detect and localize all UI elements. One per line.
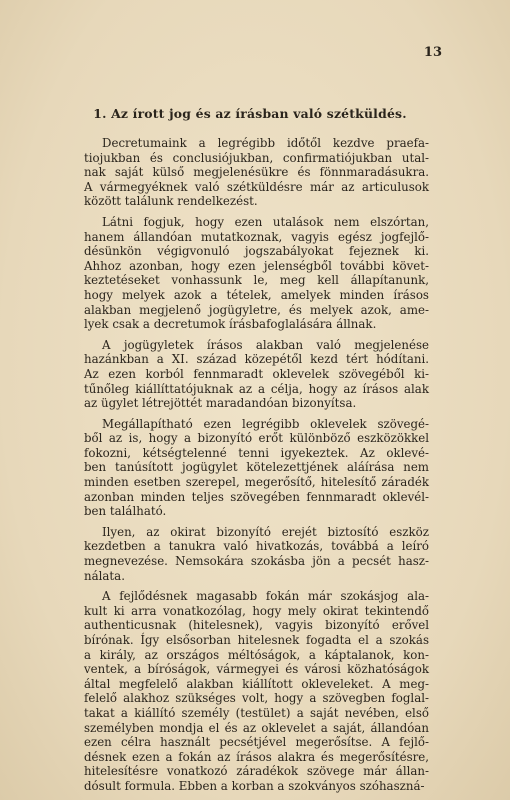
text-line: Ilyen, az okirat bizonyító erejét biztosító eszköz bbox=[102, 524, 429, 539]
text-line: a király, az országos méltóságok, a káptalanok, kon- bbox=[84, 647, 429, 662]
text-line: Ahhoz azonban, hogy ezen jelenségből további követ- bbox=[84, 258, 429, 273]
text-line: kezdetben a tanukra való hivatkozás, továbbá a leíró bbox=[84, 539, 429, 554]
text-line: Látni fogjuk, hogy ezen utalások nem elszórtan, bbox=[102, 214, 429, 229]
text-line: lyek csak a decretumok írásbafoglalására állnak. bbox=[84, 317, 377, 332]
text-line: takat a kiállító személy (testület) a saját nevében, első bbox=[84, 705, 429, 720]
paragraph bbox=[84, 136, 429, 209]
text-line: minden esetben szerepel, megerősítő, hitelesítő záradék bbox=[84, 475, 429, 490]
text-line: hanem állandóan mutatkoznak, vagyis egész jogfejlő- bbox=[84, 229, 429, 244]
text-line: ventek, a bíróságok, vármegyei és városi közhatóságok bbox=[84, 662, 429, 677]
text-line: désnek ezen a fokán az írásos alakra és megerősítésre, bbox=[84, 749, 429, 764]
page-number: 13 bbox=[423, 45, 442, 60]
text-line: tűnőleg kiállíttatójuknak az a célja, hogy az írásos alak bbox=[84, 381, 429, 396]
text-line: Decretumaink a legrégibb időtől kezdve praefa- bbox=[102, 136, 429, 150]
text-line: authenticusnak (hitelesnek), vagyis bizonyító erővel bbox=[84, 618, 429, 633]
text-line: bírónak. Így elsősorban hitelesnek fogadta el a szokás bbox=[84, 633, 429, 647]
text-line: ben található. bbox=[84, 504, 167, 519]
text-line: désünkön végigvonuló jogszabályokat fejeznek ki. bbox=[84, 244, 429, 259]
text-line: keztetéseket vonhassunk le, meg kell állapítanunk, bbox=[84, 273, 429, 288]
text-line: fokozni, kétségtelenné tenni igyekeztek. Az oklevé- bbox=[84, 445, 429, 460]
text-line: nak saját külső megjelenésükre és fönnmaradásukra. bbox=[84, 165, 429, 180]
text-line: ből az is, hogy a bizonyító erőt különböző eszközökkel bbox=[84, 431, 429, 446]
text-line: nálata. bbox=[84, 568, 125, 583]
text-line: alakban megjelenő jogügyletre, és melyek azok, ame- bbox=[84, 302, 429, 317]
text-line: hogy melyek azok a tételek, amelyek minden írásos bbox=[84, 287, 429, 302]
text-line: által megfelelő alakban kiállított okleveleket. A meg- bbox=[84, 676, 429, 691]
text-line: hazánkban a XI. század közepétől kezd tért hódítani. bbox=[84, 352, 429, 367]
text-line: Megállapítható ezen legrégibb oklevelek szövegé- bbox=[102, 416, 429, 431]
text-line: személyben mondja el és az oklevelet a saját, állandóan bbox=[84, 720, 429, 735]
text-line: felelő alakhoz szükséges volt, hogy a szövegben foglal- bbox=[84, 691, 429, 706]
text-line: dósult formula. Ebben a korban a szokványos szóhaszná- bbox=[84, 778, 425, 793]
text-line: az ügylet létrejöttét maradandóan bizonyítsa. bbox=[84, 396, 357, 411]
paragraph bbox=[84, 215, 429, 332]
text-line: hitelesítésre vonatkozó záradékok szövege már állan- bbox=[84, 764, 429, 779]
paragraph bbox=[84, 338, 429, 411]
paragraph bbox=[84, 525, 429, 583]
text-line: ben tanúsított jogügylet kötelezettjének aláírása nem bbox=[84, 460, 429, 475]
text-line: A jogügyletek írásos alakban való megjelenése bbox=[102, 337, 429, 352]
document-body bbox=[84, 136, 429, 800]
text-line: Az ezen korból fennmaradt oklevelek szövegéből ki- bbox=[84, 366, 429, 381]
section-title: 1. Az írott jog és az írásban való szétküldés. bbox=[93, 106, 407, 121]
text-line: azonban minden teljes szövegében fennmaradt oklevél- bbox=[84, 489, 429, 504]
text-line: ezen célra használt pecsétjével megerősítse. A fejlő- bbox=[84, 735, 429, 750]
text-line: között találunk rendelkezést. bbox=[84, 194, 258, 209]
text-line: megnevezése. Nemsokára szokásba jön a pecsét hasz- bbox=[84, 554, 429, 569]
text-line: A vármegyéknek való szétküldésre már az articulusok bbox=[84, 179, 429, 194]
text-line: tiojukban és conclusiójukban, confirmatiójukban utal- bbox=[84, 150, 429, 165]
text-line: A fejlődésnek magasabb fokán már szokásjog ala- bbox=[102, 589, 429, 604]
text-line: kult ki arra vonatkozólag, hogy mely okirat tekintendő bbox=[84, 603, 429, 618]
paragraph bbox=[84, 589, 429, 793]
paragraph bbox=[84, 417, 429, 519]
